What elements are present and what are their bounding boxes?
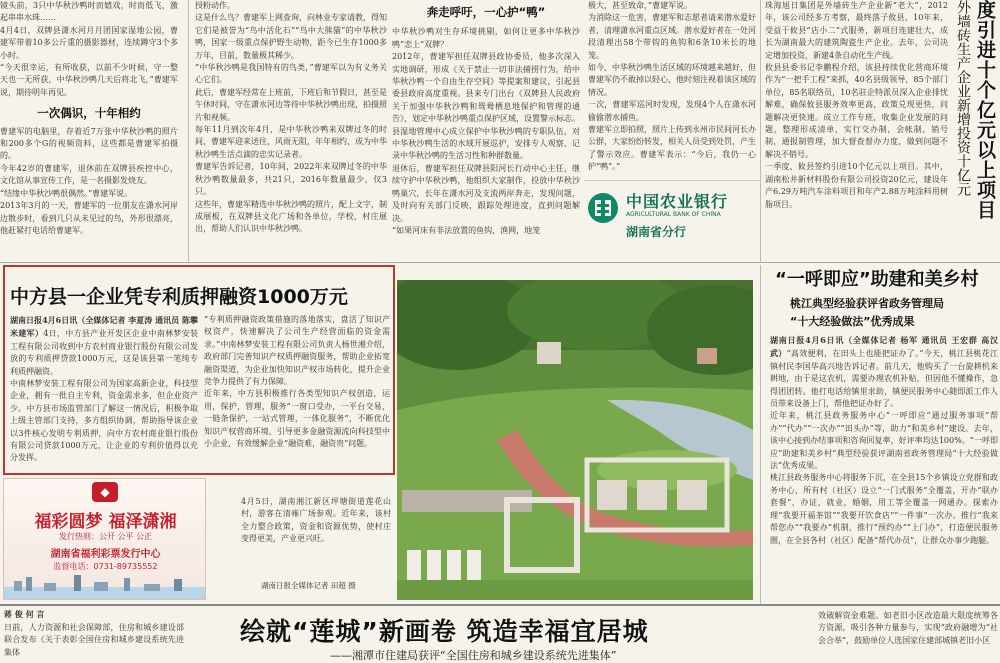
right-story-body: [770, 334, 998, 602]
bottom-left-byline: 蒋 俊 何 言: [4, 609, 45, 619]
paragraph-text: “高效便利，在田头上也能把证办了。”今天，桃江县桃花江镇村民李国华高兴地告诉记者。前几天，他购买了一台旋耕机来耕地，由于是这农机，需要办理农机补贴，但因他不懂操作，急得团团转。他打电话给镇里求助，镇便民服务中心随即派工作人员带来设备上门，帮他把证办好了。: [770, 349, 998, 409]
paragraph: “今天很幸运，有所收获，以前不少时候，守一整天也一无所获，中华秋沙鸭几天后将北飞，”曹建军说，期待明年再见。: [0, 63, 178, 97]
paragraph: 日前，人力资源和社会保障部，住房和城乡建设部联合发布《关于表彰全国住房和城乡建设系统先进集体: [4, 623, 184, 657]
section-divider: [0, 604, 1000, 606]
paragraph: 退休后，曹建军担任双牌县阳河长行动中心主任，继续守护中华秋沙鸭，他组织大家制作，投放中华秋沙鸭巢穴，长年在潇水河及支流两岸奔走，发现问题，及时向有关部门反映，跟踪处理进度，直到问题解决。: [392, 163, 580, 223]
paragraph-text: 4日，中方县产业开发区企业中南林梦安装工程有限公司收到中方农村商业银行股份有限公司发放的专利质押贷款1000万元，这是该县第一笔纯专利质押融资。: [10, 329, 198, 376]
paragraph: 今年42岁的曹建军，退休前在双牌县疾控中心，文化馆从事宣传工作，是一名摄影发烧友。: [0, 163, 178, 186]
photo-caption-box: [233, 480, 393, 598]
byline: 湖南日报4月6日讯（全媒体记者 李夏涛 通讯员 陈攀 米建军）: [10, 315, 198, 339]
paragraph: 每年11月到次年4月，是中华秋沙鸭来双牌过冬的时间，曹建军迎来送往，风雨无阻，年年相约，成为中华秋沙鸭生活点滴的忠实记录者。: [195, 125, 387, 159]
lottery-slogan: 福彩圆梦 福泽潇湘: [34, 512, 177, 532]
bank-advertisement: [584, 180, 760, 263]
section-divider: [0, 262, 1000, 263]
top-mid3-column: [588, 0, 756, 176]
bottom-subheadline: ——湘潭市住建局获评“全国住房和城乡建设系统先进集体”: [330, 649, 617, 662]
right-story-subheadline-2: “十大经验做法”优秀成果: [790, 315, 915, 328]
story-column-2: [204, 314, 390, 470]
park-photo: [397, 280, 753, 600]
paragraph: 2012年，曹建军担任双牌县政协委员，他多次深入实地调研，形成《关于禁止一切非法捕捞行为，给中华秋沙鸭一个自由生存空间》等提案和建议，引起县委县政府高度重视。县来专门出台《双牌县人民政府关于加强中华秋沙鸭和鸳鸯栖息地保护和管理的通告》，划定中华秋沙鸭重点保护区域，设置警示标志。县湿地管理中心成立保护中华秋沙鸭的专职队伍，对中华秋沙鸭生活的水域开展巡护，安排专人观察、记录中华秋沙鸭的生活习性和种群数量。: [392, 52, 580, 161]
paragraph: 授粉动作。: [195, 1, 235, 10]
paragraph: 极大，甚至致命，”曹建军说。: [588, 1, 693, 10]
column-divider: [760, 265, 761, 605]
lottery-organization: 湖南省福利彩票发行中心: [50, 549, 161, 560]
top-left-column: [0, 0, 178, 262]
paragraph: 近年来，桃江县政务服务中心“一呼即应”通过服务事项“帮办”“代办”“一次办”“田头办”等，助力“和美乡村”建设。去年，该中心接到办结事项和咨询回复率，好评率均达100%。“一呼即应”助建和美乡村”典型经验获评湖南省政务管理局“十大经验做法”优秀成果。: [770, 411, 998, 471]
lottery-advertisement: [3, 478, 206, 600]
bottom-headline: 绘就“莲城”新画卷 筑造幸福宜居城: [240, 617, 649, 646]
bank-branch: 湖南省分行: [626, 225, 687, 239]
paragraph: “结缘中华秋沙鸭很偶然。”曹建军说。: [0, 188, 133, 198]
bottom-right-text: [818, 610, 998, 658]
paragraph: 4月5日，湖南湘江新区坪塘街道莲花山村，游客在清雍广场参观。近年来，该村全力整合政策，资金和资源优势，使村庄变得更美，产业更兴旺。: [241, 497, 391, 544]
paragraph: 曹建军的电脑里，存着近7万张中华秋沙鸭的照片和200多个G的视频资料，这些都是曹建军拍摄的。: [0, 126, 178, 161]
top-mid1-column: [195, 0, 387, 262]
story-headline: 中方县一企业凭专利质押融资1000万元: [10, 286, 348, 308]
paragraph: 曹建军告诉记者，10年间，2022年来双牌过冬的中华秋沙鸭数量最多，共21只，2016年数量最少，仅3只。: [195, 162, 387, 197]
bank-name-english: AGRICULTURAL BANK OF CHINA: [626, 211, 721, 218]
column-divider: [760, 0, 761, 262]
paragraph: 2013年3月的一天，曹建军的一位朋友在潇水河岸边散步时，看到几只从未见过的鸟，外形很漂亮，他赶紧打电话给曹建军。: [0, 201, 178, 235]
bottom-left-text: [4, 622, 184, 658]
paragraph: 曹建军立即拍照，照片上传到永州市民间河长办公群，大家纷纷转发，相关人员受到处罚，产生了警示效应。曹建军表示：“今后，我仍一心护“鸭”。”: [588, 125, 756, 172]
right-story-subheadline: 桃江典型经验获评省政务管理局: [790, 297, 944, 310]
paragraph: 桃江县政务服务中心将服务下沉，在全县15个乡镇设立党群和政务中心，所有村（社区）设立“一门式服务”全覆盖，开办“联办套餐”，办证，就业，婚姻，用工等全覆盖一网通办。探索办理“我要开福茶馆”“我要开饮食店”“一件事”一次办。推行“我来帮您办”“我要办”机制，推行“预约办”“上门办”，打造便民服务圈，在全县各村（社区）配备“帮代办员”，让群众办事少跑腿。: [770, 473, 998, 545]
bank-logo-icon: [586, 191, 620, 225]
city-skyline-image: [4, 573, 206, 600]
paragraph: 一次，曹建军巡河时发现，发现4个人在潇水河偷偷潜水捕鱼。: [588, 100, 756, 122]
right-story-headline: “一呼即应”助建和美乡村: [775, 269, 979, 290]
paragraph: 攸县县委书记李鹏程介绍，该县持续优化营商环境作为“一把手工程”来抓，40名县级领导，85个部门单位，85名联络员，10名驻企特派员深入企业排忧解难，确保攸县服务效率更高，政策兑现更快，问题解决更快速。成立工作专班，收集企业发展的问题，整理形成清单，实行交办制，会帐制，销号制，通报制管理，加大督查督办力度，做到问题不解决不销号。: [765, 63, 948, 159]
vertical-headline: 度引进十个亿元以上项目: [974, 0, 996, 220]
paragraph: “专利质押融资政策措施的落地落实，盘活了知识产权资产，快速解决了公司生产经营面临的资金需求。”中南林梦安装工程有限公司负责人杨世湘介绍，政府部门完善知识产权质押融资服务，帮助企业拓宽融资渠道，为企业加快知识产权市场转化，提升企业竞争力提供了有力保障。: [204, 315, 390, 387]
top-mid2-column: [392, 0, 580, 262]
photo-caption-text: [241, 496, 391, 572]
section-heading: 奔走呼吁，一心护“鸭”: [426, 5, 546, 19]
paragraph: 中华秋沙鸭对生存环境挑剔，如何让更多中华秋沙鸭“恋上”双牌？: [392, 27, 580, 49]
lottery-logo-icon: ◆: [92, 482, 118, 502]
bank-name: 中国农业银行: [626, 192, 729, 211]
paragraph: 镜头前，3只中华秋沙鸭时而嬉戏，时而低飞，激起串串水珠……: [0, 1, 178, 23]
paragraph: 珠海旭日集团是外墙砖生产企业新“老大”，2012年，该公司经多方考察，最终落子攸县，10年来，受益于攸县“店小二”式服务，新项目连建壮大，成长为湖南最大的建筑陶瓷生产企业。去年，公司决定增加投资，新建4条自动化生产线。: [765, 1, 948, 60]
top-right-column: [765, 0, 948, 252]
lottery-principles: 发行热则：公开 公平 公正: [58, 532, 153, 541]
byline: 湖南日报4月6日讯（全媒体记者 杨军 通讯员 王宏群 高汉武）: [770, 335, 998, 359]
paragraph: 如今，中华秋沙鸭生活区域的环境越来越好，但曹建军仍不敢掉以轻心，他时刻注视着该区域的情况。: [588, 63, 756, 97]
paragraph: 这是什么鸟？曹建军上网查询，向林业专家请教，得知它们是被誉为“鸟中活化石”“鸟中大熊猫”的中华秋沙鸭，国家一级重点保护野生动物，距今已生存1000多万年，目前，数量极其稀少。: [195, 13, 387, 60]
story-column-1: [10, 314, 198, 470]
paragraph: 为消除这一危害，曹建军和志愿者请来潜水爱好者，清理潇水河重点区域。潜水爱好者在一处河段清理出58个带钩的鱼钩和6条10米长的地笼。: [588, 13, 756, 60]
paragraph: 此后，曹建军经常在上班前，下班后和节假日，甚至是午休时间，守在潇水河边等待中华秋沙鸭出现，拍摄照片和视频。: [195, 87, 387, 122]
vertical-subheadline: 外墙砖生产企业新增投资十亿元: [955, 0, 971, 196]
paragraph: 近年来，中方县积极推行各类型知识产权创造，运用，保护，管理，服务“一窗口受办，一平台交易，一链条保护，一站式管理，一体化服务”，不断优化知识产权营商环境，引导更多金融资源流向科技型中小企业，有效缓解企业“融资难，融资贵”问题。: [204, 389, 390, 449]
photo-credit: 湖南日报全媒体记者 田超 摄: [261, 581, 356, 590]
paragraph: [770, 334, 998, 410]
column-divider: [188, 0, 189, 262]
paragraph: 一季度，攸县签约引进10个亿元以上项目。其中，湖南松井新材料股份有限公司投资20亿元，建设年产6.29万吨汽车涂料项目和年产2.88万吨涂料用树脂项目。: [765, 162, 948, 209]
lottery-phone: 监督电话：0731-89735552: [53, 562, 158, 571]
paragraph: [10, 314, 198, 378]
paragraph: “中华秋沙鸭是我国特有的鸟类，”曹建军以为有义务关心它们。: [195, 63, 387, 85]
paragraph: “如果河床有非法放置的鱼钩，渔网，地笼: [392, 225, 541, 235]
paragraph: 这些年，曹建军精选中华秋沙鸭的照片，配上文字，制成展板，在双牌县文化广场和各单位，学校，村庄展出，帮助人们认识中华秋沙鸭。: [195, 199, 387, 234]
paragraph: 效破解资金难题。如老旧小区改造最大限度统筹各方资源，吸引各种力量参与，实现“政府融增为“社会合举”，鼓励单位人选国家住建部城镇老旧小区: [818, 611, 998, 645]
paragraph: 中南林梦安装工程有限公司为国家高新企业，科技型企业，拥有一批自主专利，资金需求多，但企业资产少。中方县市场监管部门了解这一情况后，积极争取上级主管部门支持，多方组织协调，帮助指导该企业以3件核心发明专利质押，向中方农村商业银行股份有限公司贷款1000万元，让企业的专利价值得以充分发挥。: [10, 379, 198, 463]
paragraph: 4月4日，双牌县潇水河月月团国家湿地公园，曹建军带着10多公斤重的摄影器材，连续蹲守3个多小时。: [0, 25, 178, 60]
section-heading: 一次偶识，十年相约: [37, 106, 141, 121]
